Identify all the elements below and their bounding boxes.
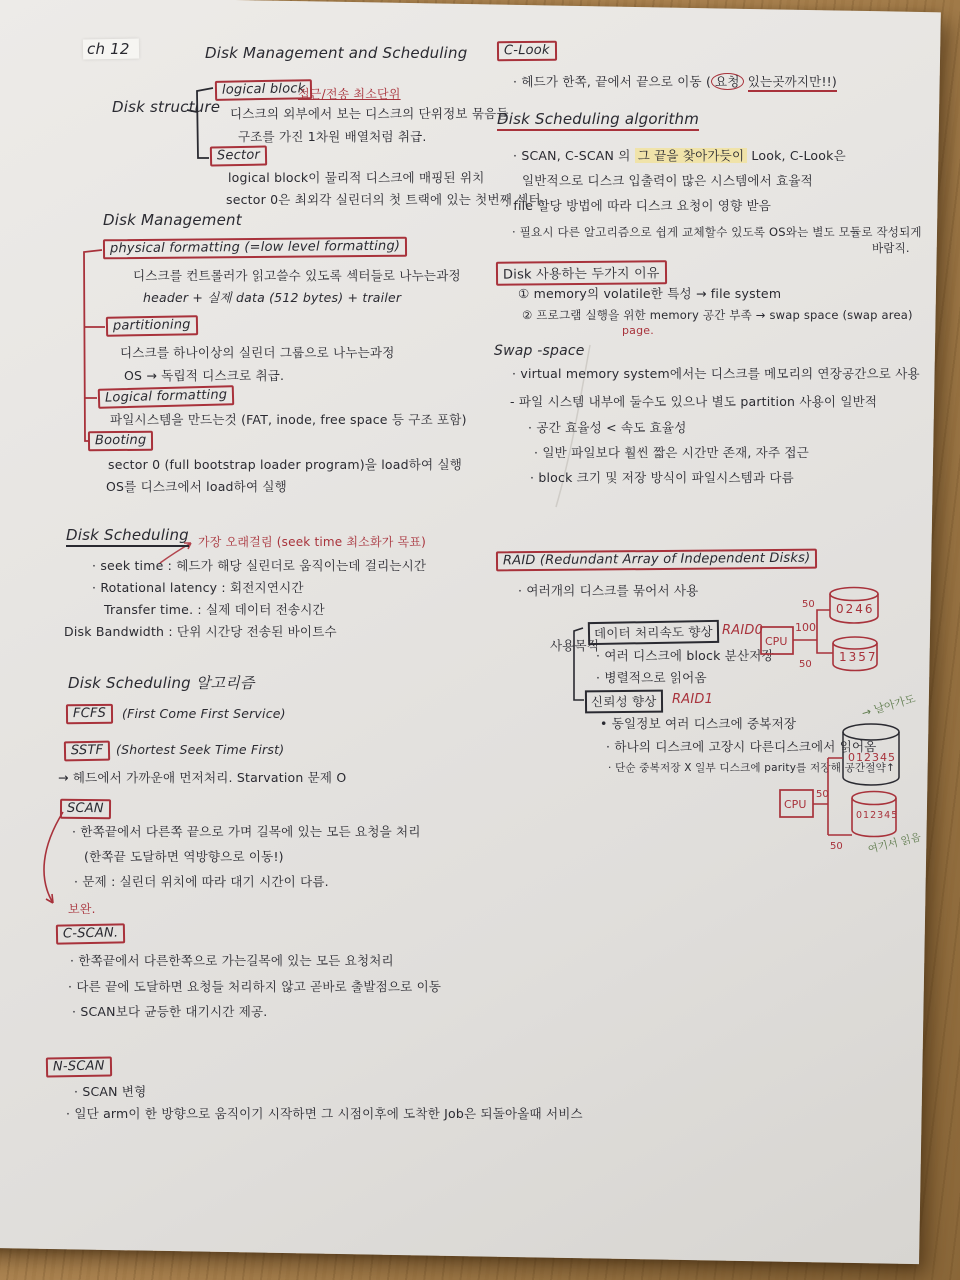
raid1-note-top: → 날아가도 <box>860 692 917 720</box>
clook-line <box>513 72 837 90</box>
fcfs-desc: (First Come First Service) <box>122 706 286 721</box>
scan-improve-note: 보완. <box>68 902 96 916</box>
partitioning-line2: OS → 독립적 디스크로 취급. <box>124 368 285 383</box>
raid0-bus-label: 100 <box>795 621 816 634</box>
sched-algo-bullet2: · file 할당 방법에 따라 디스크 요청이 영향 받음 <box>505 198 772 213</box>
raid0-link-top-label: 50 <box>802 599 815 610</box>
sstf-note: → 헤드에서 가까운애 먼저처리. Starvation 문제 O <box>58 770 347 785</box>
disk-management-heading: Disk Management <box>103 211 242 229</box>
raid1-badge: RAID1 <box>672 692 714 707</box>
swap-line1: · virtual memory system에서는 디스크를 메모리의 연장공간으로 사용 <box>512 366 920 381</box>
sector-line2: sector 0은 최외각 실린더의 첫 트랙에 있는 첫번째 섹터. <box>226 192 545 207</box>
raid1-disk-top-cylinder <box>843 724 899 785</box>
logical-block-box: logical block <box>215 79 313 101</box>
raid-box: RAID (Redundant Array of Independent Disks) <box>496 549 818 572</box>
nscan-line1: · SCAN 변형 <box>74 1084 147 1099</box>
logical-block-note: 접근/전송 최소단위 <box>298 87 401 101</box>
sched-algorithm-heading: Disk Scheduling algorithm <box>497 110 699 131</box>
physical-formatting-line2: header + 실제 data (512 bytes) + trailer <box>143 290 402 305</box>
booting-line1: sector 0 (full bootstrap loader program)을 load하여 실행 <box>108 457 463 472</box>
cscan-line3: · SCAN보다 균등한 대기시간 제공. <box>72 1004 268 1019</box>
raid-line1: · 여러개의 디스크를 묶어서 사용 <box>518 583 699 598</box>
raid1-link-label: 50 <box>816 789 829 800</box>
raid0-disk-bottom-cylinder <box>833 637 878 671</box>
partitioning-line1: 디스크를 하나이상의 실린더 그룹으로 나누는과정 <box>120 345 395 360</box>
raid0-link-bottom-label: 50 <box>799 659 812 670</box>
fcfs-box: FCFS <box>66 704 113 724</box>
raid-purpose-label: 사용목적 <box>550 638 600 653</box>
chapter-tag: ch 12 <box>87 40 130 58</box>
rotational-latency-line: · Rotational latency : 회전지연시간 <box>92 580 304 595</box>
raid1-disk-bottom-label: 012345 <box>856 810 899 821</box>
disk-structure-heading: Disk structure <box>112 98 221 116</box>
cscan-line2: · 다른 끝에 도달하면 요청들 처리하지 않고 곧바로 출발점으로 이동 <box>68 979 442 994</box>
scan-line2: (한쪽끝 도달하면 역방향으로 이동!) <box>84 849 284 864</box>
disk-reason-2: ② 프로그램 실행을 위한 memory 공간 부족 → swap space (swap area) <box>522 308 913 322</box>
transfer-time-line: Transfer time. : 실제 데이터 전송시간 <box>104 602 325 617</box>
bullet1-highlight: 그 끝을 찾아가듯이 <box>635 148 748 163</box>
sstf-box: SSTF <box>64 741 111 762</box>
sched-algo-bullet3-cont: 바람직. <box>872 241 910 255</box>
swap-space-heading: Swap -space <box>494 343 585 359</box>
disk-reason-2-note: page. <box>622 324 654 337</box>
sched-algo-bullet1-cont: 일반적으로 디스크 입출력이 많은 시스템에서 효율적 <box>522 173 813 188</box>
raid1-line1: • 동일정보 여러 디스크에 중복저장 <box>600 716 797 731</box>
raid1-diagram <box>775 692 960 870</box>
raid1-line3: · 단순 중복저장 X 일부 디스크에 parity를 저장해 공간절약↑ <box>608 762 895 774</box>
cscan-box: C-SCAN. <box>56 923 126 944</box>
disk-reason-1: ① memory의 volatile한 특성 → file system <box>518 286 782 301</box>
scan-box: SCAN <box>60 799 111 819</box>
swap-line3: · 공간 효율성 < 속도 효율성 <box>528 420 687 435</box>
scan-line1: · 한쪽끝에서 다른쪽 끝으로 가며 길목에 있는 모든 요청을 처리 <box>72 824 421 839</box>
swap-line2: - 파일 시스템 내부에 둘수도 있으나 별도 partition 사용이 일반적 <box>510 394 878 409</box>
management-tree-bracket <box>84 250 105 441</box>
cscan-line1: · 한쪽끝에서 다른한쪽으로 가는길목에 있는 모든 요청처리 <box>70 953 394 968</box>
raid1-title-box: 신뢰성 향상 <box>585 690 663 714</box>
sched-algo-bullet1 <box>513 146 846 164</box>
raid0-badge: RAID0 <box>722 623 764 638</box>
scan-line3: · 문제 : 실린더 위치에 따라 대기 시간이 다름. <box>74 874 329 889</box>
swap-line5: · block 크기 및 저장 방식이 파일시스템과 다름 <box>530 470 794 485</box>
sstf-desc: (Shortest Seek Time First) <box>116 742 285 757</box>
raid1-link2-label: 50 <box>830 841 843 852</box>
raid1-note-bottom: 여기서 읽음 <box>866 831 923 856</box>
swap-line4: · 일반 파일보다 훨씬 짧은 시간만 존재, 자주 접근 <box>534 445 809 460</box>
nscan-box: N-SCAN <box>46 1056 112 1077</box>
physical-formatting-box: physical formatting (=low level formatting) <box>103 237 407 260</box>
nscan-line2: · 일단 arm이 한 방향으로 움직이기 시작하면 그 시점이후에 도착한 Job은 되돌아올때 서비스 <box>66 1106 583 1121</box>
disk-scheduling-note: 가장 오래걸림 (seek time 최소화가 목표) <box>198 535 427 549</box>
physical-formatting-line1: 디스크를 컨트롤러가 읽고쓸수 있도록 섹터들로 나누는과정 <box>133 268 461 283</box>
logical-formatting-box: Logical formatting <box>98 385 235 409</box>
sector-line1: logical block이 물리적 디스크에 매핑된 위치 <box>228 170 485 185</box>
sched-algo-bullet3: · 필요시 다른 알고리즘으로 쉽게 교체할수 있도록 OS와는 별도 모듈로 작성되게 <box>512 225 922 239</box>
clook-line-post: 있는곳까지만!!) <box>748 74 837 92</box>
booting-box: Booting <box>88 431 154 452</box>
raid1-disk-bottom-cylinder <box>852 792 898 837</box>
logical-block-line1: 디스크의 외부에서 보는 디스크의 단위정보 묶음들 <box>230 106 509 121</box>
bullet1-pre: · SCAN, C-SCAN 의 <box>513 148 635 163</box>
partitioning-box: partitioning <box>106 315 198 337</box>
sector-box: Sector <box>210 146 267 167</box>
booting-line2: OS를 디스크에서 load하여 실행 <box>106 479 287 494</box>
raid1-cpu-label: CPU <box>784 798 807 811</box>
raid0-line1: · 여러 디스크에 block 분산저장 <box>596 648 774 663</box>
raid1-disk-top-label: 012345 <box>848 751 896 764</box>
bullet1-post: Look, C-Look은 <box>747 148 846 163</box>
algorithms-heading: Disk Scheduling 알고리즘 <box>68 674 255 692</box>
clook-line-pre: · 헤드가 한쪽, 끝에서 끝으로 이동 ( <box>513 74 712 89</box>
page-title: Disk Management and Scheduling <box>205 44 468 62</box>
raid1-line2: · 하나의 디스크에 고장시 다른디스크에서 읽어옴 <box>606 739 877 754</box>
disk-reasons-box: Disk 사용하는 두가지 이유 <box>496 260 667 285</box>
logical-block-line2: 구조를 가진 1차원 배열처럼 취급. <box>238 129 427 144</box>
disk-bandwidth-line: Disk Bandwidth : 단위 시간당 전송된 바이트수 <box>64 624 337 639</box>
raid0-disk-top-label: 0246 <box>836 602 875 616</box>
clook-box: C-Look <box>497 41 557 62</box>
seek-time-line: · seek time : 헤드가 해당 실린더로 움직이는데 걸리는시간 <box>92 558 427 573</box>
logical-formatting-line1: 파일시스템을 만드는것 (FAT, inode, free space 등 구조 포함) <box>110 412 467 427</box>
raid0-line2: · 병렬적으로 읽어옴 <box>596 670 707 685</box>
raid0-disk-bottom-label: 1357 <box>839 650 878 664</box>
raid0-diagram <box>753 585 948 690</box>
raid0-title-box: 데이터 처리속도 향상 <box>588 620 719 645</box>
raid0-cpu-label: CPU <box>765 635 788 648</box>
raid0-disk-top-cylinder <box>830 588 878 624</box>
clook-circled-word: 요청 <box>711 73 744 90</box>
disk-scheduling-heading: Disk Scheduling <box>66 526 189 547</box>
scan-to-cscan-arrow <box>44 812 63 903</box>
